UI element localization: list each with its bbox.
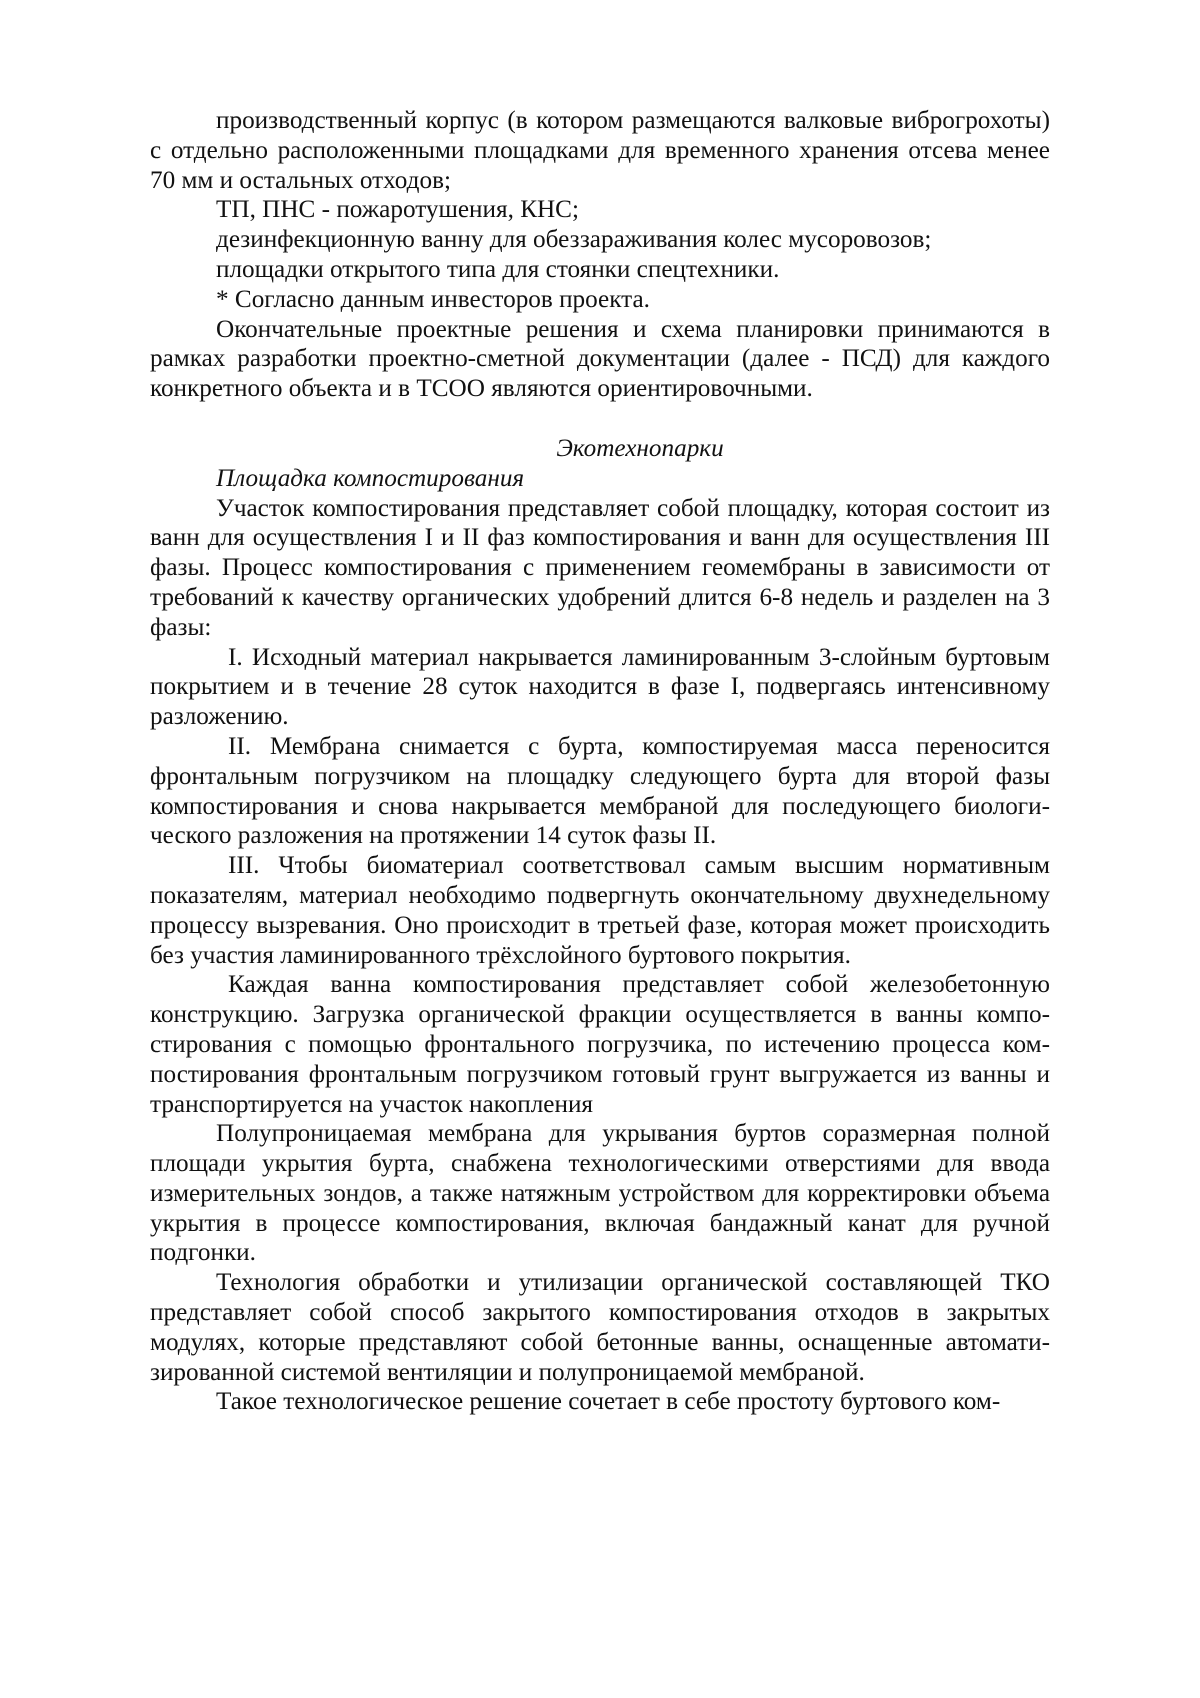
paragraph-composting-bath: Каждая ванна компостирования представляет собой железобетонную конструкцию. Загрузка органической фракции осуществляется в ванны компостирования с помощью фронтального погрузчика, по истечению процесса компостирования фронтальным погрузчиком готовый грунт выгружается из ванны и транспортируется на участок накопления bbox=[150, 971, 1050, 1118]
paragraph-composting-site: Участок компостирования представляет собой площадку, которая состоит из ванн для осуществления I и II фаз компостирования и ванн для осуществления III фазы. Процесс компостирования с применением геомембраны в зависимости от требований к качеству органических удобрений длится 6-8 недель и разделен на 3 фазы: bbox=[150, 494, 1050, 641]
paragraph-final-decisions: Окончательные проектные решения и схема планировки принимаются в рамках разработки проектно-сметной документации (далее - ПСД) для каждого конкретного объекта и в ТСОО являются ориентировочными. bbox=[150, 315, 1050, 403]
paragraph-membrane: Полупроницаемая мембрана для укрывания буртов соразмерная полной площади укрытия бурта, снабжена технологическими отверстиями для ввода измерительных зондов, а также натяжным устройством для корректировки объема укрытия в процессе компостирования, включая бандажный канат для ручной подгонки. bbox=[150, 1120, 1050, 1267]
subsection-heading: Площадка компостирования bbox=[216, 464, 525, 492]
paragraph-tp-pns: ТП, ПНС - пожаротушения, КНС; bbox=[216, 196, 579, 224]
paragraph-phase-three: III. Чтобы биоматериал соответствовал самым высшим нормативным показателям, материал необходимо подвергнуть окончательному двухнедельному процессу вызревания. Оно происходит в третьей фазе, которая может происходить без участия ламинированного трёхслойного буртового покрытия. bbox=[150, 852, 1050, 969]
paragraph-open-sites: площадки открытого типа для стоянки спецтехники. bbox=[216, 255, 780, 283]
section-heading: Экотехнопарки bbox=[556, 434, 724, 462]
paragraph-phase-one: I. Исходный материал накрывается ламинированным 3-слойным буртовым покрытием и в течение 28 суток находится в фазе I, подвергаясь интенсивному разложению. bbox=[150, 643, 1050, 731]
paragraph-phase-two: II. Мембрана снимается с бурта, компостируемая масса переносится фронтальным погрузчиком на площадку следующего бурта для второй фазы компостирования и снова накрывается мембраной для последующего биологического разложения на протяжении 14 суток фазы II. bbox=[150, 732, 1050, 850]
paragraph-technological-solution: Такое технологическое решение сочетает в себе простоту буртового ком- bbox=[216, 1388, 1001, 1416]
paragraph-production-building: производственный корпус (в котором размещаются валковые виброгрохоты) с отдельно расположенными площадками для временного хранения отсева менее 70 мм и остальных отходов; bbox=[150, 107, 1050, 194]
paragraph-disinfection-bath: дезинфекционную ванну для обеззараживания колес мусоровозов; bbox=[216, 226, 932, 254]
paragraph-technology: Технология обработки и утилизации органической составляющей ТКО представляет собой способ закрытого компостирования отходов в закрытых модулях, которые представляют собой бетонные ванны, оснащенные автоматизированной системой вентиляции и полупроницаемой мембраной. bbox=[150, 1269, 1050, 1386]
section-gap bbox=[150, 404, 1050, 434]
paragraph-footnote-investors: * Согласно данным инвесторов проекта. bbox=[216, 285, 650, 313]
document-page bbox=[150, 106, 1050, 1417]
